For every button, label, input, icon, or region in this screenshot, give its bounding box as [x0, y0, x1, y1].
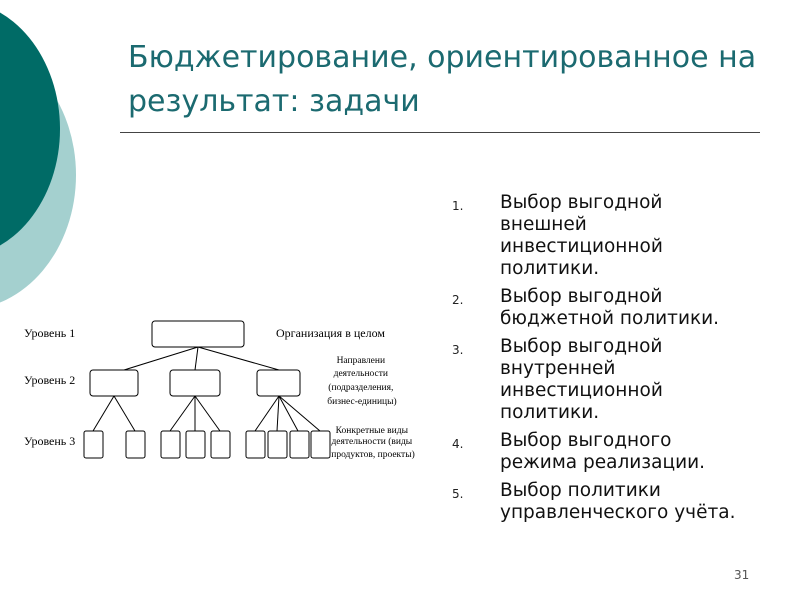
list-item [452, 336, 752, 424]
connector-line [124, 347, 198, 370]
org-structure-diagram [0, 300, 440, 480]
list-item-text: Выбор выгодного режима реализации. [500, 430, 705, 473]
list-item-number: 4. [452, 437, 464, 451]
list-item-text: Выбор политики управленческого учёта. [500, 480, 736, 523]
task-list [452, 192, 752, 530]
level3-box [84, 431, 103, 458]
directions-line: (подразделения, [328, 383, 394, 393]
connector-line [195, 347, 198, 370]
level3-box [186, 431, 205, 458]
connector-line [279, 396, 320, 431]
activities-line: деятельности (виды [331, 437, 413, 447]
level3-box [311, 431, 330, 458]
directions-label [327, 356, 396, 407]
level3-box [290, 431, 309, 458]
level2-box [90, 370, 138, 396]
connector-line [195, 396, 220, 431]
level2-box [257, 370, 300, 396]
directions-line: бизнес-единицы) [327, 397, 397, 407]
list-item-text: Выбор выгодной внутренней инвестиционной политики. [500, 336, 663, 423]
org-label: Организация в целом [276, 326, 385, 340]
connector-line [114, 396, 135, 431]
activities-label [331, 426, 415, 460]
title-divider [120, 132, 760, 133]
list-item [452, 430, 752, 474]
connector-line [277, 396, 279, 431]
level3-box [211, 431, 230, 458]
level3-box [126, 431, 145, 458]
directions-line: деятельности [333, 369, 389, 379]
list-item-number: 2. [452, 293, 464, 307]
level1-label: Уровень 1 [24, 326, 76, 340]
page-number: 31 [734, 568, 750, 582]
activities-line: продуктов, проекты) [331, 450, 415, 460]
level3-label: Уровень 3 [24, 434, 76, 448]
list-item [452, 286, 752, 330]
connector-line [198, 347, 279, 370]
list-item-number: 3. [452, 343, 464, 357]
list-item-number: 5. [452, 487, 464, 501]
connector-line [279, 396, 298, 431]
directions-line: Направлени [336, 356, 386, 366]
connector-line [93, 396, 114, 431]
level2-box [170, 370, 220, 396]
connector-line [255, 396, 279, 431]
level2-label: Уровень 2 [24, 373, 76, 387]
level3-box [161, 431, 180, 458]
level1-box [152, 321, 244, 347]
list-item [452, 480, 752, 524]
list-item-text: Выбор выгодной бюджетной политики. [500, 286, 720, 329]
level3-box [268, 431, 287, 458]
level3-box [246, 431, 265, 458]
list-item [452, 192, 752, 280]
activities-line: Конкретные виды [335, 426, 408, 436]
list-item-number: 1. [452, 199, 464, 213]
connector-line [170, 396, 195, 431]
slide-title: Бюджетирование, ориентированное на результат: задачи [128, 40, 757, 119]
list-item-text: Выбор выгодной внешней инвестиционной политики. [500, 192, 663, 279]
